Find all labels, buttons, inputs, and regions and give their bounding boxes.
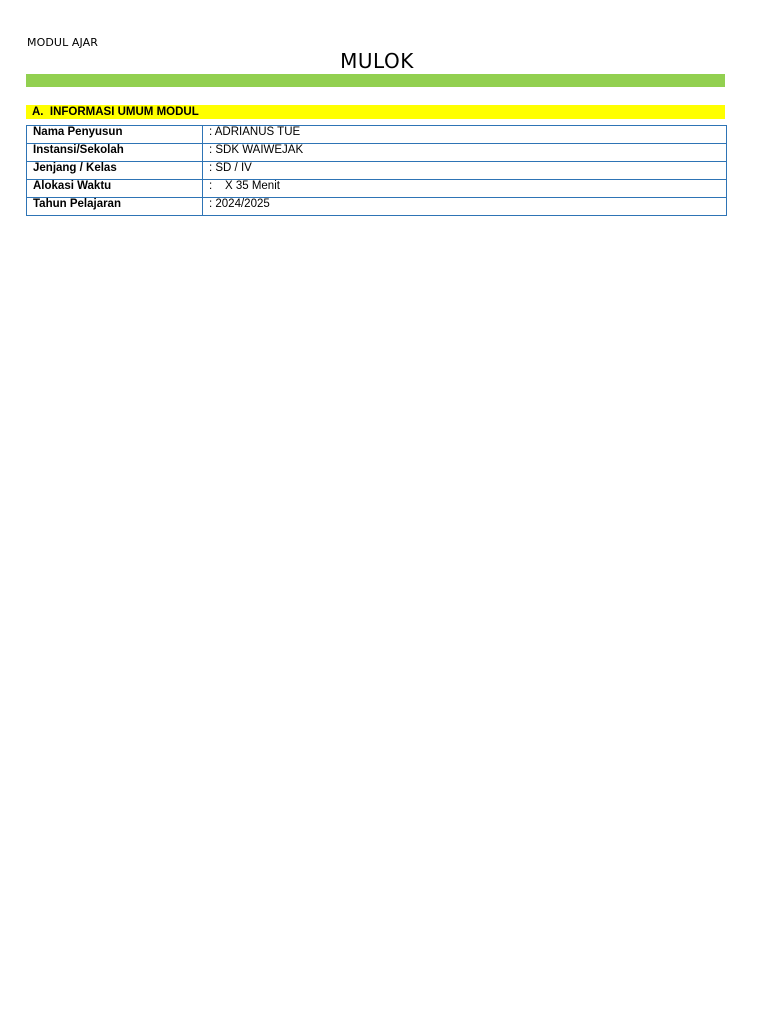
info-table — [26, 125, 727, 216]
row-label-tahun-pelajaran: Tahun Pelajaran — [27, 198, 203, 216]
section-heading-informasi-umum: A. INFORMASI UMUM MODUL — [26, 105, 725, 119]
document-label: MODUL AJAR — [27, 36, 99, 49]
row-value-nama-penyusun: : ADRIANUS TUE — [203, 126, 727, 144]
row-value-alokasi-waktu: : X 35 Menit — [203, 180, 727, 198]
row-label-alokasi-waktu: Alokasi Waktu — [27, 180, 203, 198]
table-row — [27, 198, 727, 216]
document-title: MULOK — [340, 49, 414, 73]
table-row — [27, 180, 727, 198]
row-label-nama-penyusun: Nama Penyusun — [27, 126, 203, 144]
row-value-jenjang-kelas: : SD / IV — [203, 162, 727, 180]
table-row — [27, 162, 727, 180]
row-label-jenjang-kelas: Jenjang / Kelas — [27, 162, 203, 180]
row-value-tahun-pelajaran: : 2024/2025 — [203, 198, 727, 216]
table-row — [27, 126, 727, 144]
row-label-instansi-sekolah: Instansi/Sekolah — [27, 144, 203, 162]
row-value-instansi-sekolah: : SDK WAIWEJAK — [203, 144, 727, 162]
table-row — [27, 144, 727, 162]
title-divider-bar — [26, 74, 725, 87]
